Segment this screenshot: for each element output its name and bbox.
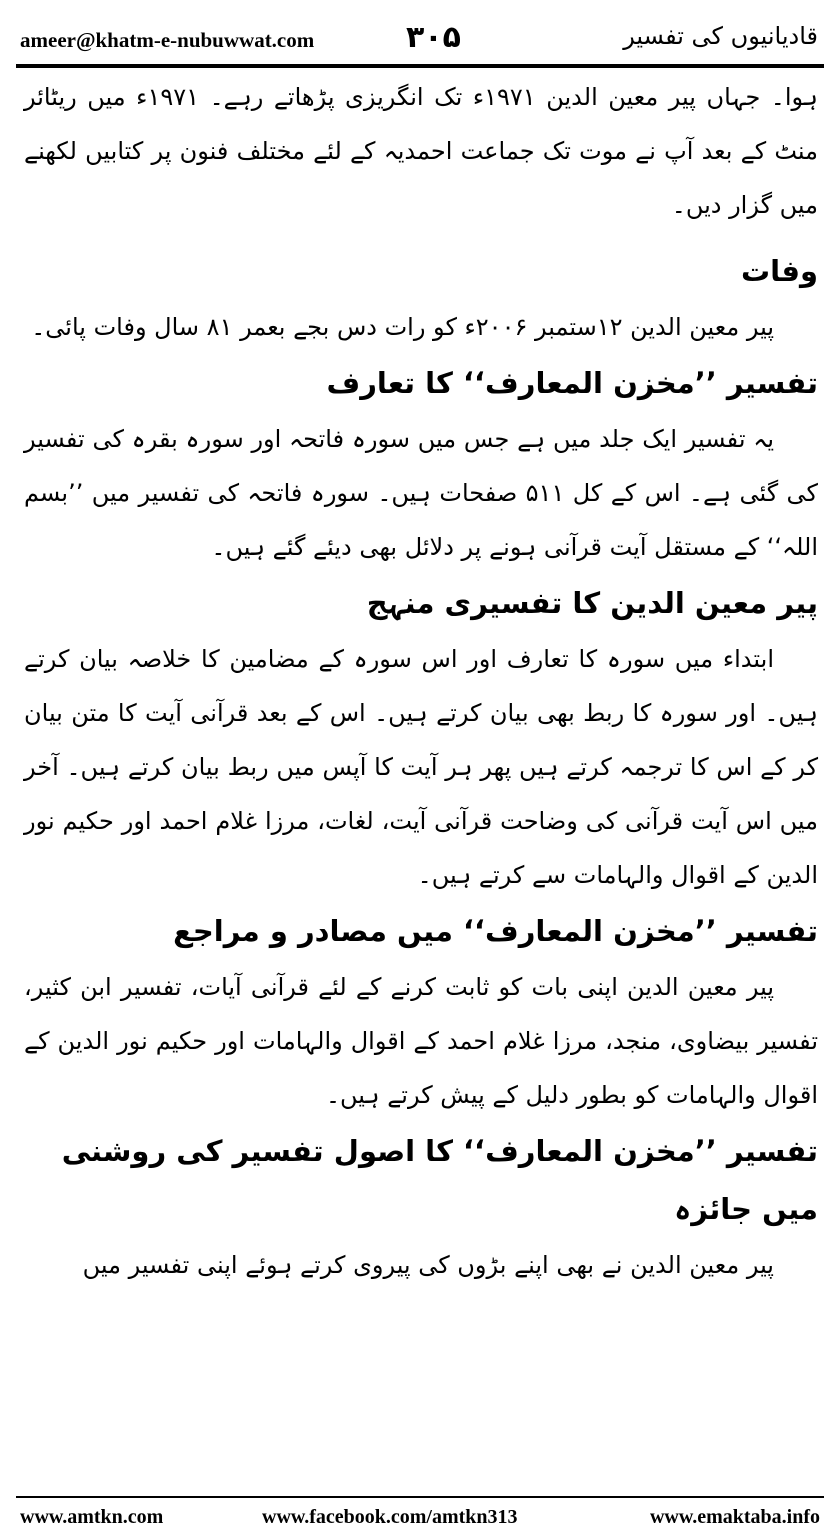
footer-link-amtkn[interactable]: www.amtkn.com	[20, 1506, 164, 1528]
footer-link-emaktaba[interactable]: www.emaktaba.info	[649, 1506, 820, 1528]
page-header	[18, 14, 822, 62]
page-footer	[18, 1504, 822, 1534]
paragraph-review: پیر معین الدین نے بھی اپنے بڑوں کی پیروی کرتے ہوئے اپنی تفسیر میں	[82, 1251, 774, 1279]
heading-sources: تفسیر ’’مخزن المعارف‘‘ میں مصادر و مراجع	[173, 914, 818, 948]
heading-methodology: پیر معین الدین کا تفسیری منہج	[366, 586, 818, 620]
spacer	[24, 232, 818, 242]
heading-introduction: تفسیر ’’مخزن المعارف‘‘ کا تعارف	[326, 366, 818, 400]
header-rule	[16, 64, 824, 68]
paragraph-sources: پیر معین الدین اپنی بات کو ثابت کرنے کے لئے قرآنی آیات، تفسیر ابن کثیر، تفسیر بیضاوی، منجد، مرزا غلام احمد کے اقوال والہامات اور حکیم نور الدین کے اقوال والہامات کو بطور دلیل کے پیش کرتے ہیں۔	[24, 973, 818, 1109]
paragraph-introduction: یہ تفسیر ایک جلد میں ہے جس میں سورہ فاتحہ اور سورہ بقرہ کی تفسیر کی گئی ہے۔ اس کے کل ۵۱۱ صفحات ہیں۔ سورہ فاتحہ کی تفسیر میں ’’بسم اللہ‘‘ کے مستقل آیت قرآنی ہونے پر دلائل بھی دیئے گئے ہیں۔	[24, 425, 818, 561]
heading-death: وفات	[740, 254, 818, 288]
page-number: ۳۰۵	[406, 20, 461, 55]
paragraph-death: پیر معین الدین ۱۲ستمبر ۲۰۰۶ء کو رات دس بجے بعمر ۸۱ سال وفات پائی۔	[31, 313, 774, 341]
book-title: قادیانیوں کی تفسیر	[623, 22, 818, 50]
footer-link-facebook[interactable]: www.facebook.com/amtkn313	[262, 1506, 518, 1528]
heading-review: تفسیر ’’مخزن المعارف‘‘ کا اصول تفسیر کی روشنی میں جائزہ	[61, 1134, 818, 1226]
paragraph-methodology: ابتداء میں سورہ کا تعارف اور اس سورہ کے مضامین کا خلاصہ بیان کرتے ہیں۔ اور سورہ کا ربط بھی بیان کرتے ہیں۔ اس کے بعد قرآنی آیت کا متن بیان کر کے اس کا ترجمہ کرتے ہیں پھر ہر آیت کا آپس میں ربط بیان کرتے ہیں۔ آخر میں اس آیت قرآنی کی وضاحت قرآنی آیت، لغات، مرزا غلام احمد اور حکیم نور الدین کے اقوال والہامات سے کرتے ہیں۔	[24, 645, 818, 889]
page-body	[24, 70, 818, 1292]
footer-rule	[16, 1496, 824, 1498]
header-email[interactable]: ameer@khatm-e-nubuwwat.com	[20, 28, 315, 52]
paragraph-retirement: ہوا۔ جہاں پیر معین الدین ۱۹۷۱ء تک انگریزی پڑھاتے رہے۔ ۱۹۷۱ء میں ریٹائر منٹ کے بعد آپ نے موت تک جماعت احمدیہ کے لئے مختلف فنون پر کتابیں لکھنے میں گزار دیں۔	[24, 83, 818, 219]
